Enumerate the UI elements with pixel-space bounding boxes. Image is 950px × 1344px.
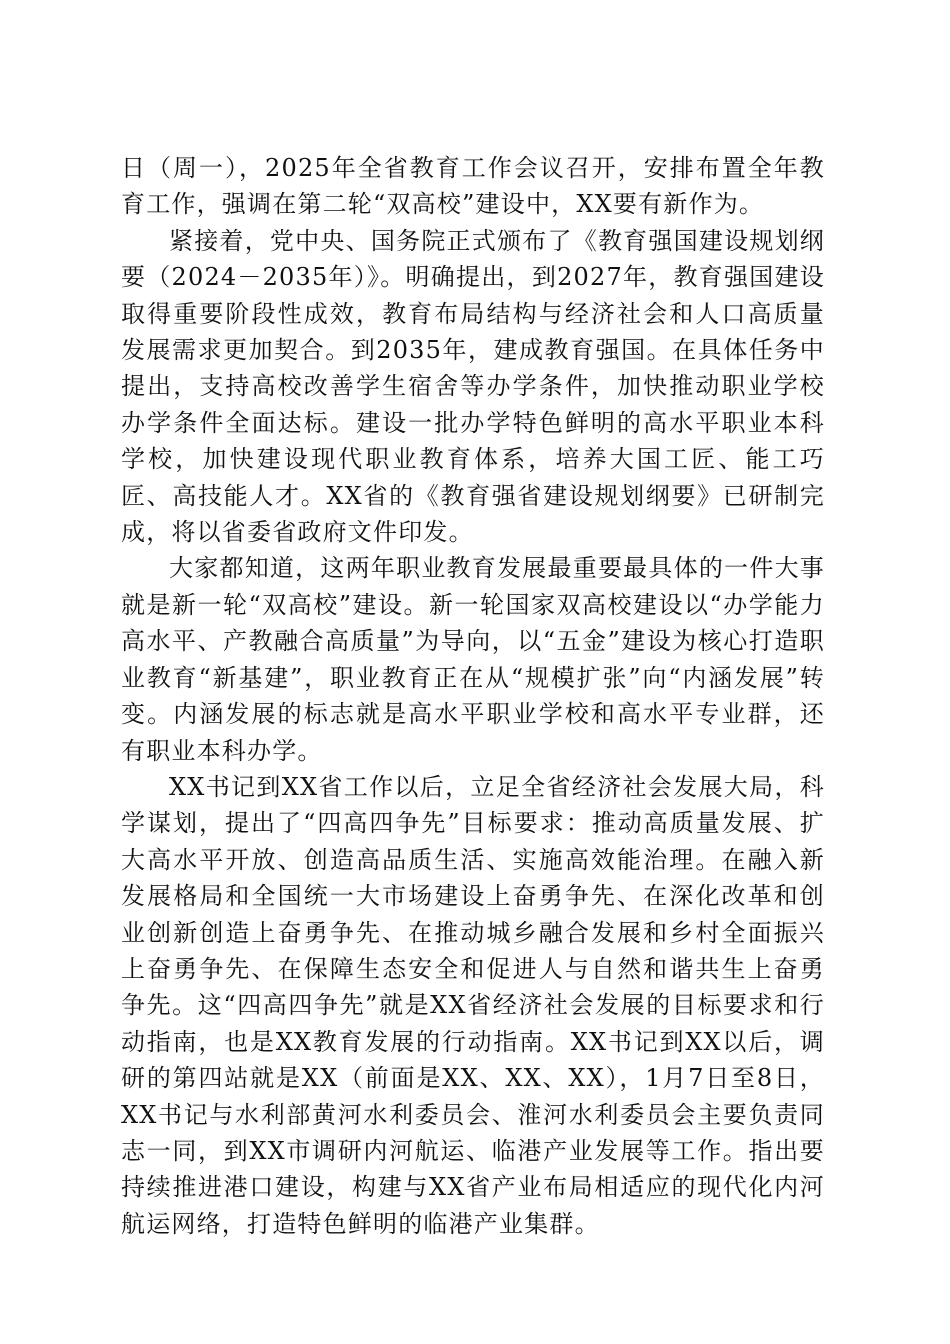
paragraph-continued: 日（周一），2025年全省教育工作会议召开，安排布置全年教育工作，强调在第二轮“双高校”建设中，XX要有新作为。 — [121, 154, 825, 219]
paragraph-double-high-schools: 大家都知道，这两年职业教育发展最重要最具体的一件大事就是新一轮“双高校”建设。新一轮国家双高校建设以“办学能力高水平、产教融合高质量”为导向，以“五金”建设为核心打造职业教育“新基建”，职业教育正在从“规模扩张”向“内涵发展”转变。内涵发展的标志就是高水平职业学校和高水平专业群，还有职业本科办学。 — [121, 554, 825, 765]
paragraph-four-highs: XX书记到XX省工作以后，立足全省经济社会发展大局，科学谋划，提出了“四高四争先”目标要求：推动高质量发展、扩大高水平开放、创造高品质生活、实施高效能治理。在融入新发展格局和全国统一大市场建设上奋勇争先、在深化改革和创业创新创造上奋勇争先、在推动城乡融合发展和乡村全面振兴上奋勇争先、在保障生态安全和促进人与自然和谐共生上奋勇争先。这“四高四争先”就是XX省经济社会发展的目标要求和行动指南，也是XX教育发展的行动指南。XX书记到XX以后，调研的第四站就是XX（前面是XX、XX、XX），1月7日至8日，XX书记与水利部黄河水利委员会、淮河水利委员会主要负责同志一同，到XX市调研内河航运、临港产业发展等工作。指出要持续推进港口建设，构建与XX省产业布局相适应的现代化内河航运网络，打造特色鲜明的临港产业集群。 — [121, 772, 825, 1238]
document-body — [121, 150, 825, 1242]
paragraph-education-plan: 紧接着，党中央、国务院正式颁布了《教育强国建设规划纲要（2024－2035年）》。明确提出，到2027年，教育强国建设取得重要阶段性成效，教育布局结构与经济社会和人口高质量发展需求更加契合。到2035年，建成教育强国。在具体任务中提出，支持高校改善学生宿舍等办学条件，加快推动职业学校办学条件全面达标。建设一批办学特色鲜明的高水平职业本科学校，加快建设现代职业教育体系，培养大国工匠、能工巧匠、高技能人才。XX省的《教育强省建设规划纲要》已研制完成，将以省委省政府文件印发。 — [121, 226, 825, 547]
